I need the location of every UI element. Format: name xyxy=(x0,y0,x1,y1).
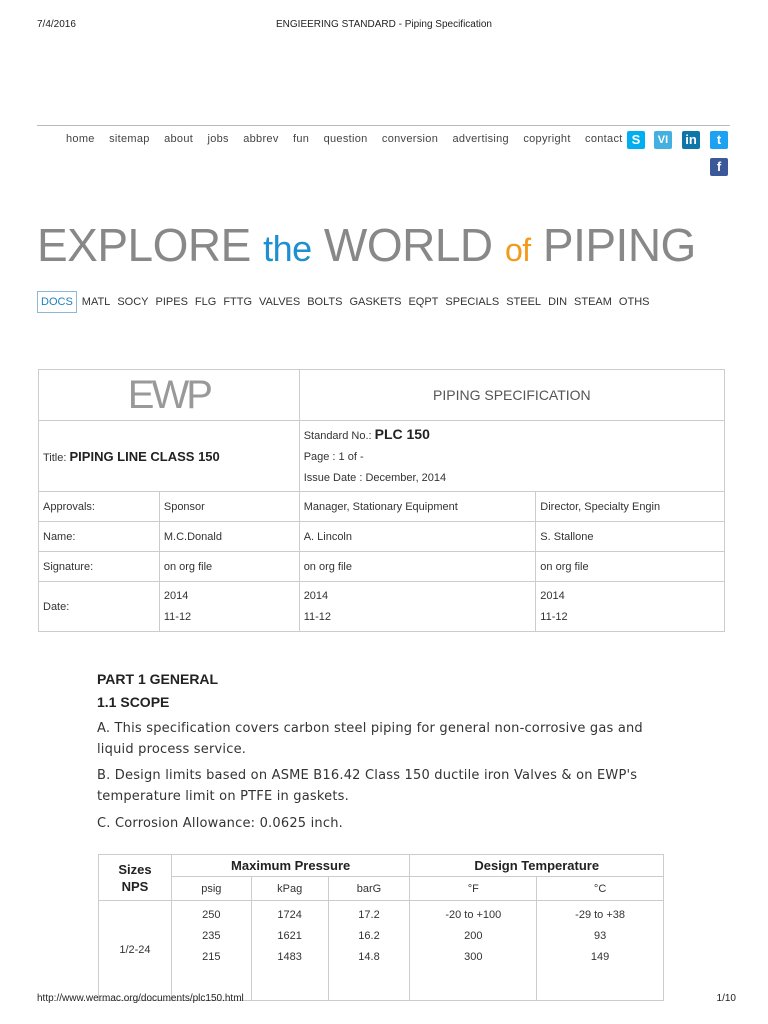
table-row xyxy=(39,582,725,632)
standard-value: PLC 150 xyxy=(374,425,430,442)
nav-copyright[interactable]: copyright xyxy=(523,133,571,145)
cell: 1483 xyxy=(277,951,302,963)
banner-piping: PIPING xyxy=(542,219,696,271)
date-sponsor xyxy=(159,582,299,632)
scope-heading: 1.1 SCOPE xyxy=(97,694,170,710)
design-temp-header: Design Temperature xyxy=(410,855,664,877)
name-sponsor: M.C.Donald xyxy=(159,522,299,552)
nav-conversion[interactable]: conversion xyxy=(381,133,439,145)
menu-specials[interactable]: SPECIALS xyxy=(445,296,500,308)
vi-icon[interactable]: VI xyxy=(654,131,672,149)
signature-manager: on org file xyxy=(299,552,536,582)
divider xyxy=(37,125,730,126)
table-row xyxy=(39,492,725,522)
cell: 17.2 xyxy=(358,909,380,921)
menu-fttg[interactable]: FTTG xyxy=(223,296,253,308)
menu-bolts[interactable]: BOLTS xyxy=(307,296,343,308)
date-director xyxy=(536,582,725,632)
spec-header-table xyxy=(38,369,725,632)
menu-oths[interactable]: OTHS xyxy=(618,296,650,308)
cell: 93 xyxy=(593,930,607,942)
footer-url: http://www.wermac.org/documents/plc150.html xyxy=(37,993,244,1004)
unit-barg: barG xyxy=(328,877,410,901)
sizes-header xyxy=(99,855,172,901)
print-title: ENGIEERING STANDARD - Piping Specification xyxy=(276,19,492,30)
temp-c-col xyxy=(537,901,664,1001)
nav-question[interactable]: question xyxy=(323,133,368,145)
cell: 215 xyxy=(202,951,221,963)
cell: 300 xyxy=(464,951,483,963)
nav-abbrev[interactable]: abbrev xyxy=(243,133,279,145)
banner-of: of xyxy=(504,232,531,268)
signature-sponsor: on org file xyxy=(159,552,299,582)
standard-cell xyxy=(299,421,724,492)
paragraph-c: C. Corrosion Allowance: 0.0625 inch. xyxy=(97,816,343,831)
unit-kpag: kPag xyxy=(251,877,328,901)
name-manager: A. Lincoln xyxy=(299,522,536,552)
nav-sitemap[interactable]: sitemap xyxy=(109,133,150,145)
page-info: Page : 1 of - xyxy=(303,450,364,463)
cell: -20 to +100 xyxy=(445,909,502,921)
kpag-col xyxy=(251,901,328,1001)
banner-the: the xyxy=(263,228,312,269)
cell: 250 xyxy=(202,909,221,921)
title-label: Title: xyxy=(43,451,67,464)
pressure-temperature-table xyxy=(98,854,664,1001)
signature-director: on org file xyxy=(536,552,725,582)
date-monthday: 11-12 xyxy=(163,610,192,623)
size-value: 1/2-24 xyxy=(99,901,172,1001)
menu-din[interactable]: DIN xyxy=(548,296,568,308)
cell: 200 xyxy=(464,930,483,942)
site-banner[interactable] xyxy=(37,218,696,272)
title-value: PIPING LINE CLASS 150 xyxy=(69,448,220,464)
director-cell: Director, Specialty Engin xyxy=(536,492,725,522)
standard-label: Standard No.: xyxy=(303,429,372,442)
issue-date: Issue Date : December, 2014 xyxy=(303,471,447,484)
footer-page: 1/10 xyxy=(716,993,736,1004)
paragraph-a: A. This specification covers carbon steel piping for general non-corrosive gas and liquid process service. xyxy=(97,721,643,757)
menu-gaskets[interactable]: GASKETS xyxy=(349,296,402,308)
linkedin-icon[interactable]: in xyxy=(682,131,700,149)
table-row xyxy=(99,901,664,1001)
sizes-label: Sizes xyxy=(118,861,152,877)
date-monthday: 11-12 xyxy=(303,610,332,623)
part-heading: PART 1 GENERAL xyxy=(97,671,219,687)
menu-socy[interactable]: SOCY xyxy=(117,296,149,308)
max-pressure-header: Maximum Pressure xyxy=(171,855,410,877)
date-year: 2014 xyxy=(303,589,329,602)
nav-home[interactable]: home xyxy=(66,133,95,145)
unit-f: °F xyxy=(410,877,537,901)
approvals-label: Approvals: xyxy=(39,492,160,522)
nav-fun[interactable]: fun xyxy=(293,133,310,145)
twitter-icon[interactable]: t xyxy=(710,131,728,149)
menu-pipes[interactable]: PIPES xyxy=(155,296,188,308)
menu-steam[interactable]: STEAM xyxy=(574,296,612,308)
skype-icon[interactable]: S xyxy=(627,131,645,149)
date-year: 2014 xyxy=(540,589,565,602)
nav-jobs[interactable]: jobs xyxy=(207,133,229,145)
cell: -29 to +38 xyxy=(575,909,626,921)
date-monthday: 11-12 xyxy=(540,610,568,623)
spec-heading: PIPING SPECIFICATION xyxy=(299,370,724,421)
unit-psig: psig xyxy=(171,877,251,901)
menu-eqpt[interactable]: EQPT xyxy=(408,296,439,308)
signature-label: Signature: xyxy=(39,552,160,582)
nav-advertising[interactable]: advertising xyxy=(452,133,509,145)
cell: 1621 xyxy=(277,930,302,942)
nav-contact[interactable]: contact xyxy=(585,133,623,145)
date-manager xyxy=(299,582,536,632)
sponsor-cell: Sponsor xyxy=(159,492,299,522)
print-date: 7/4/2016 xyxy=(37,19,76,30)
category-menu xyxy=(37,291,656,313)
cell: 235 xyxy=(202,930,221,942)
banner-world: WORLD xyxy=(323,219,493,271)
psig-col xyxy=(171,901,251,1001)
barg-col xyxy=(328,901,410,1001)
cell: 16.2 xyxy=(358,930,380,942)
cell: 1724 xyxy=(277,909,302,921)
nav-about[interactable]: about xyxy=(164,133,194,145)
title-cell xyxy=(39,421,300,492)
name-director: S. Stallone xyxy=(536,522,725,552)
menu-matl[interactable]: MATL xyxy=(81,296,111,308)
table-row xyxy=(39,522,725,552)
manager-cell: Manager, Stationary Equipment xyxy=(299,492,536,522)
menu-docs[interactable]: DOCS xyxy=(37,291,77,313)
date-year: 2014 xyxy=(163,589,189,602)
menu-valves[interactable]: VALVES xyxy=(259,296,301,308)
paragraph-b: B. Design limits based on ASME B16.42 Class 150 ductile iron Valves & on EWP's temperature limit on PTFE in gaskets. xyxy=(97,768,638,804)
logo-cell xyxy=(39,370,300,421)
menu-flg[interactable]: FLG xyxy=(194,296,217,308)
menu-steel[interactable]: STEEL xyxy=(506,296,542,308)
temp-f-col xyxy=(410,901,537,1001)
cell: 149 xyxy=(590,951,610,963)
nps-label: NPS xyxy=(121,878,149,894)
cell: 14.8 xyxy=(358,951,380,963)
facebook-icon[interactable]: f xyxy=(710,158,728,176)
unit-c: °C xyxy=(537,877,664,901)
date-label: Date: xyxy=(39,582,160,632)
name-label: Name: xyxy=(39,522,160,552)
ewp-logo: EWP xyxy=(127,372,210,417)
top-nav xyxy=(66,133,634,145)
table-row xyxy=(39,552,725,582)
banner-explore: EXPLORE xyxy=(37,219,251,271)
